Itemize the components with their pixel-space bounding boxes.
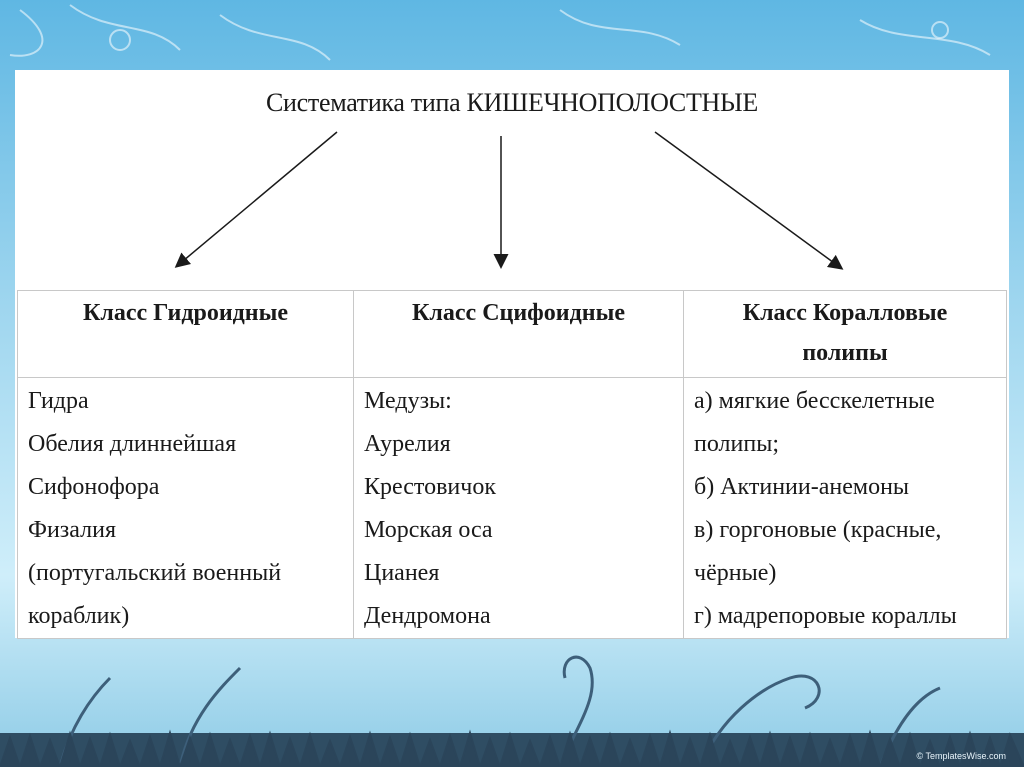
- list-scyphozoa: [354, 378, 684, 639]
- slide-content: [15, 70, 1009, 638]
- table-body-row: [18, 378, 1007, 639]
- header-line: Класс Гидроидные: [82, 300, 289, 326]
- arrow-right: [655, 132, 841, 268]
- list-item: Физалия: [28, 517, 117, 543]
- list-item: б) Актинии-анемоны: [694, 474, 910, 500]
- classes-table: [17, 290, 1007, 639]
- list-item: а) мягкие бесскелетные: [694, 388, 935, 414]
- arrow-left: [177, 132, 337, 266]
- header-line: Класс Сцифоидные: [412, 300, 625, 326]
- list-anthozoa: [684, 378, 1007, 639]
- list-item: Обелия длиннейшая: [28, 431, 237, 457]
- list-hydrozoa: [18, 378, 354, 639]
- list-item: чёрные): [694, 560, 777, 586]
- template-watermark: © TemplatesWise.com: [916, 751, 1006, 761]
- list-item: в) горгоновые (красные,: [694, 517, 942, 543]
- grass-decoration: [0, 638, 1024, 767]
- table-header-row: [18, 291, 1007, 378]
- list-item: г) мадрепоровые кораллы: [694, 603, 957, 629]
- header-line: Класс Коралловые: [742, 300, 948, 326]
- list-item: Морская оса: [364, 517, 493, 543]
- diagram-title: Систематика типа КИШЕЧНОПОЛОСТНЫЕ: [266, 88, 758, 117]
- header-scyphozoa: [354, 291, 684, 378]
- list-item: (португальский военный: [28, 560, 282, 586]
- list-item: Цианея: [364, 560, 440, 586]
- list-item: Гидра: [28, 388, 89, 414]
- header-anthozoa: [684, 291, 1007, 378]
- list-item: полипы;: [694, 431, 779, 457]
- list-item: Медузы:: [364, 388, 452, 414]
- header-line: полипы: [802, 340, 888, 366]
- list-item: Крестовичок: [364, 474, 496, 500]
- header-hydrozoa: [18, 291, 354, 378]
- list-item: Дендромона: [364, 603, 491, 629]
- list-item: кораблик): [28, 603, 130, 629]
- list-item: Аурелия: [364, 431, 451, 457]
- list-item: Сифонофора: [28, 474, 160, 500]
